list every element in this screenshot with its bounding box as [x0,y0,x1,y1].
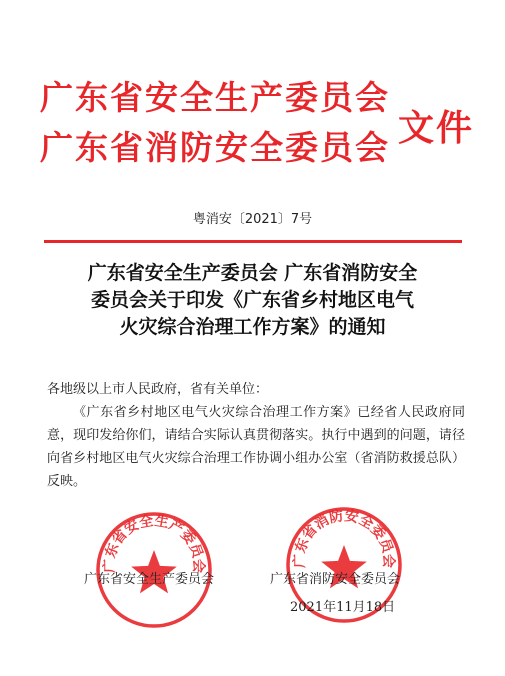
issue-date: 2021年11月18日 [290,600,396,615]
masthead-line-2: 广东省消防安全委员会 [40,128,390,167]
title-line-2: 委员会关于印发《广东省乡村地区电气 [90,289,414,311]
title-line-1: 广东省安全生产委员会 广东省消防安全 [87,262,418,284]
seal-right-text: 广东省消防安全委员会 [291,508,397,569]
body-paragraph: 《广东省乡村地区电气火灾综合治理工作方案》已经省人民政府同意，现印发给你们，请结合实际认真贯彻落实。执行中遇到的问题，请径向省乡村地区电气火灾综合治理工作协调小组办公室（省消防救援总队）反映。 [47,405,465,489]
title-line-3: 火灾综合治理工作方案》的通知 [119,316,386,338]
document-title [0,260,505,341]
masthead-line-1: 广东省安全生产委员会 [40,78,390,117]
red-divider-line [44,240,462,243]
signature-left: 广东省安全生产委员会 [84,572,215,587]
seal-left-text: 广东省安全生产委员会 [101,513,207,574]
salutation: 各地级以上市人民政府，省有关单位： [47,382,269,397]
signature-right: 广东省消防安全委员会 [270,572,401,587]
masthead [0,60,505,180]
document-body [47,378,465,493]
document-number: 粤消安〔2021〕7号 [192,212,313,227]
masthead-suffix: 文件 [398,107,475,149]
